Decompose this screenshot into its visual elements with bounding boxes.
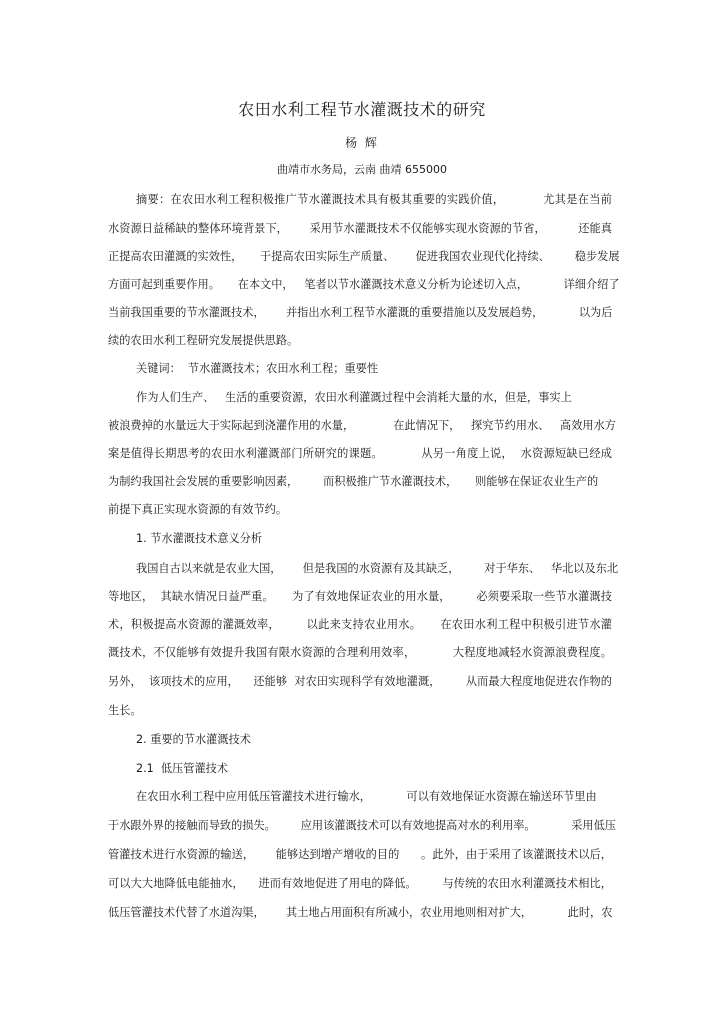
section1-line: 我国自古以来就是农业大国， 但是我国的水资源有及其缺乏， 对于华东、 华北以及东北	[136, 562, 619, 575]
section-heading: 2. 重要的节水灌溉技术	[136, 733, 251, 746]
abstract-line: 续的农田水利工程研究发展提供思路。	[108, 334, 299, 347]
section-heading: 1. 节水灌溉技术意义分析	[136, 532, 263, 545]
section21-line: 可以大大地降低电能抽水， 进而有效地促进了用电的降低。 与传统的农田水利灌溉技术相比，	[108, 877, 612, 890]
intro-line: 案是值得长期思考的农田水利灌溉部门所研究的课题。 从另一角度上说， 水资源短缺已经成	[108, 447, 612, 460]
section1-line: 另外， 该项技术的应用， 还能够 对农田实现科学有效地灌溉， 从而最大程度地促进农作物的	[108, 675, 612, 688]
abstract-line: 正提高农田灌溉的实效性， 于提高农田实际生产质量、 促进我国农业现代化持续、 稳步发展	[108, 250, 620, 263]
section1-line: 等地区， 其缺水情况日益严重。 为了有效地保证农业的用水量， 必须要采取一些节水灌溉技	[108, 590, 612, 603]
intro-line: 为制约我国社会发展的重要影响因素， 而积极推广节水灌溉技术， 则能够在保证农业生产的	[108, 475, 599, 488]
section1-line: 溉技术，不仅能够有效提升我国有限水资源的合理利用效率， 大程度地减轻水资源浪费程度。	[108, 646, 612, 659]
abstract-line: 水资源日益稀缺的整体环境背景下， 采用节水灌溉技术不仅能够实现水资源的节省， 还能真	[108, 222, 612, 235]
section21-line: 在农田水利工程中应用低压管灌技术进行输水， 可以有效地保证水资源在输送环节里由	[136, 790, 597, 803]
section1-line: 术，积极提高水资源的灌溉效率， 以此来支持农业用水。 在农田水利工程中积极引进节水灌	[108, 618, 612, 631]
section1-line: 生长。	[108, 704, 142, 717]
abstract-line: 方面可起到重要作用。 在本文中， 笔者以节水灌溉技术意义分析为论述切入点， 详细介绍了	[108, 278, 620, 291]
section21-line: 低压管灌技术代替了水道沟渠， 其土地占用面积有所减小，农业用地则相对扩大， 此时，农	[108, 906, 613, 919]
keywords-line: 关键词： 节水灌溉技术；农田水利工程；重要性	[136, 362, 379, 375]
section21-line: 于水跟外界的接触而导致的损失。 应用该灌溉技术可以有效地提高对水的利用率。 采用低压	[108, 819, 616, 832]
subsection-heading: 2.1 低压管灌技术	[136, 762, 229, 775]
abstract-line: 当前我国重要的节水灌溉技术， 并指出水利工程节水灌溉的重要措施以及发展趋势， 以为后	[108, 306, 613, 319]
author-affiliation: 曲靖市水务局，云南 曲靖 655000	[277, 163, 447, 176]
intro-line: 作为人们生产、 生活的重要资源，农田水利灌溉过程中会消耗大量的水，但是，事实上	[136, 391, 572, 404]
section21-line: 管灌技术进行水资源的输送， 能够达到增产增收的目的 。此外，由于采用了该灌溉技术以后，	[108, 848, 612, 861]
paper-title: 农田水利工程节水灌溉技术的研究	[238, 100, 486, 119]
intro-line: 被浪费掉的水量远大于实际起到浇灌作用的水量， 在此情况下， 探究节约用水、 高效用水方	[108, 419, 616, 432]
author-name: 杨 辉	[345, 136, 379, 150]
intro-line: 前提下真正实现水资源的有效节约。	[108, 503, 288, 516]
abstract-line: 摘要：在农田水利工程积极推广节水灌溉技术具有极其重要的实践价值， 尤其是在当前	[136, 193, 612, 206]
